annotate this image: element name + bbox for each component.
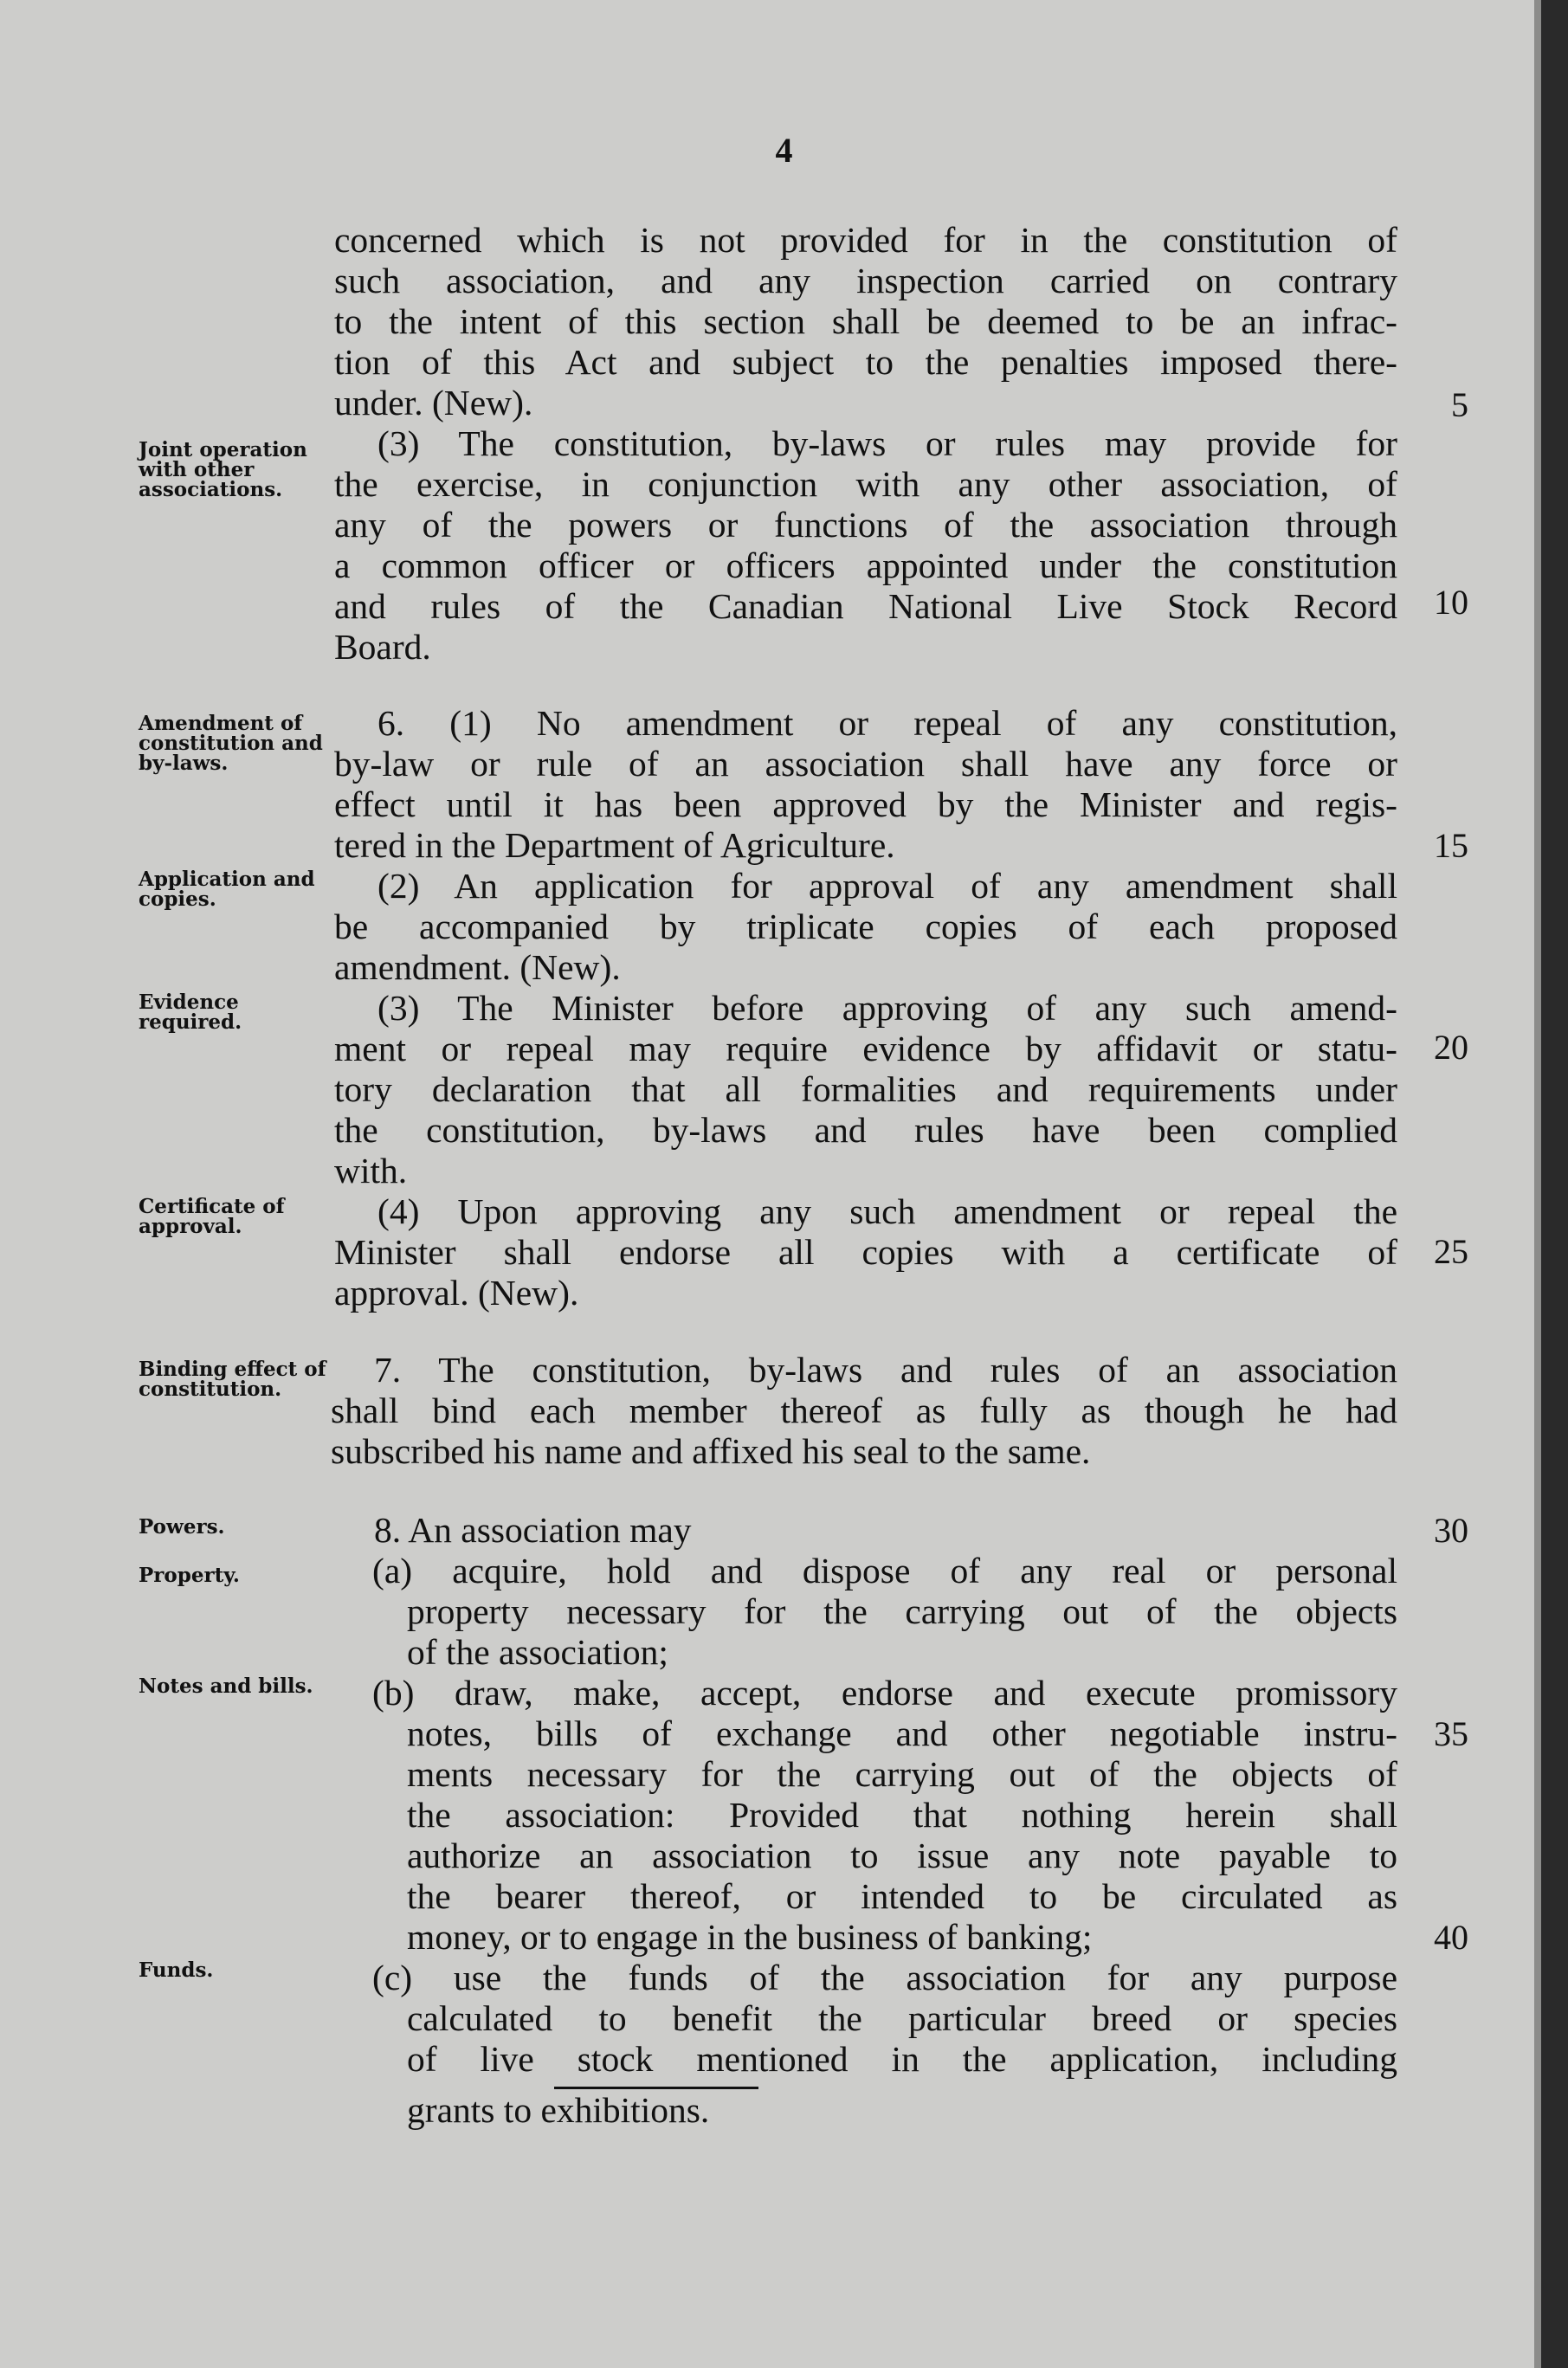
text-line: under. (New). xyxy=(334,383,533,423)
text-line: (4) Upon approving any such amendment or repeal the xyxy=(377,1191,1397,1231)
text-line: authorize an association to issue any note payable to xyxy=(407,1836,1397,1875)
text-line: the bearer thereof, or intended to be circulated as xyxy=(407,1876,1397,1916)
text-line: subscribed his name and affixed his seal to the same. xyxy=(331,1431,1091,1471)
text-line: ments necessary for the carrying out of the objects of xyxy=(407,1754,1397,1794)
text-line: by-law or rule of an association shall have any force or xyxy=(334,744,1397,784)
text-line: the exercise, in conjunction with any other association, of xyxy=(334,464,1397,504)
text-line: property necessary for the carrying out of the objects xyxy=(407,1591,1397,1631)
text-line: to the intent of this section shall be deemed to be an infrac- xyxy=(334,301,1397,341)
page-edge xyxy=(1541,0,1568,2368)
text-line: the constitution, by-laws and rules have been complied xyxy=(334,1110,1397,1150)
line-number-5: 5 xyxy=(1451,385,1468,424)
margin-note-property: Property. xyxy=(139,1564,240,1587)
text-line: amendment. (New). xyxy=(334,947,621,987)
text-line: (3) The constitution, by-laws or rules may provide for xyxy=(377,423,1397,463)
section-heading-6: 6. (1) No amendment or repeal of any constitution, xyxy=(377,703,1397,743)
text-line: money, or to engage in the business of banking; xyxy=(407,1917,1093,1957)
text-line: of live stock mentioned in the application, including xyxy=(407,2039,1397,2079)
text-line: grants to exhibitions. xyxy=(407,2090,710,2130)
line-number-35: 35 xyxy=(1434,1714,1468,1753)
text-line: ment or repeal may require evidence by affidavit or statu- xyxy=(334,1029,1397,1068)
text-line: of the association; xyxy=(407,1632,668,1672)
text-line: Minister shall endorse all copies with a certificate of xyxy=(334,1232,1397,1272)
list-item-a: (a) acquire, hold and dispose of any real or personal xyxy=(372,1551,1397,1590)
text-line: (3) The Minister before approving of any such amend- xyxy=(377,988,1397,1028)
text-line: notes, bills of exchange and other negotiable instru- xyxy=(407,1713,1397,1753)
text-line: calculated to benefit the particular breed or species xyxy=(407,1998,1397,2038)
text-line: tered in the Department of Agriculture. xyxy=(334,825,895,865)
margin-note-notes-and-bills: Notes and bills. xyxy=(139,1674,313,1698)
margin-note-certificate: Certificate of approval. xyxy=(139,1195,285,1238)
line-number-40: 40 xyxy=(1434,1918,1468,1957)
text-line: with. xyxy=(334,1151,408,1190)
page-number: 4 xyxy=(775,131,793,170)
line-number-30: 30 xyxy=(1434,1511,1468,1550)
margin-note-application: Application and copies. xyxy=(139,868,315,911)
margin-note-joint-operation: Joint operation with other associations. xyxy=(139,438,307,501)
line-number-25: 25 xyxy=(1434,1232,1468,1271)
list-item-b: (b) draw, make, accept, endorse and execute promissory xyxy=(372,1673,1397,1713)
text-line: approval. (New). xyxy=(334,1273,579,1313)
underline-rule xyxy=(554,2087,758,2089)
text-line: concerned which is not provided for in the constitution of xyxy=(334,220,1397,260)
text-line: Board. xyxy=(334,627,431,667)
text-line: effect until it has been approved by the Minister and regis- xyxy=(334,784,1397,824)
text-line: be accompanied by triplicate copies of each proposed xyxy=(334,907,1397,946)
line-number-10: 10 xyxy=(1434,583,1468,622)
text-line: any of the powers or functions of the association through xyxy=(334,505,1397,545)
text-line: tion of this Act and subject to the penalties imposed there- xyxy=(334,342,1397,382)
margin-note-amendment: Amendment of constitution and by-laws. xyxy=(139,712,323,775)
list-item-c: (c) use the funds of the association for any purpose xyxy=(372,1958,1397,1997)
text-line: the association: Provided that nothing herein shall xyxy=(407,1795,1397,1835)
section-heading-7: 7. The constitution, by-laws and rules of an association xyxy=(374,1350,1397,1390)
margin-note-powers: Powers. xyxy=(139,1515,225,1539)
margin-note-evidence: Evidence required. xyxy=(139,990,242,1034)
page-edge-shadow xyxy=(1534,0,1541,2368)
text-line: and rules of the Canadian National Live Stock Record xyxy=(334,586,1397,626)
text-line: (2) An application for approval of any amendment shall xyxy=(377,866,1397,906)
line-number-15: 15 xyxy=(1434,826,1468,865)
line-number-20: 20 xyxy=(1434,1028,1468,1067)
section-heading-8: 8. An association may xyxy=(374,1510,692,1550)
text-line: a common officer or officers appointed under the constitution xyxy=(334,545,1397,585)
text-line: shall bind each member thereof as fully as though he had xyxy=(331,1390,1397,1430)
text-line: such association, and any inspection carried on contrary xyxy=(334,261,1397,300)
text-line: tory declaration that all formalities and requirements under xyxy=(334,1069,1397,1109)
margin-note-binding-effect: Binding effect of constitution. xyxy=(139,1358,326,1401)
margin-note-funds: Funds. xyxy=(139,1958,214,1982)
